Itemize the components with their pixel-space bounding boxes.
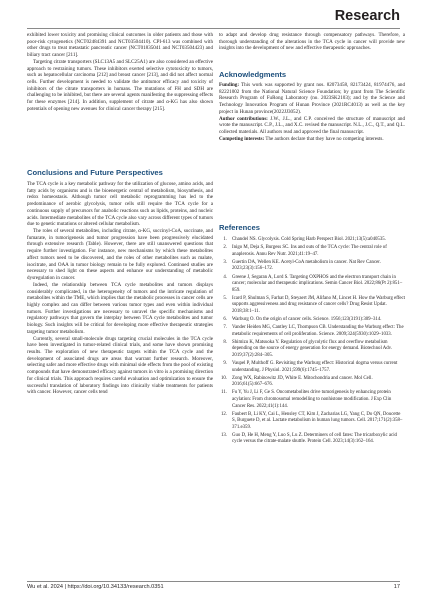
article-citation: Wu et al. 2024 | https://doi.org/10.34133/research.0351 [27, 584, 164, 590]
contributions-label: Author contributions: [219, 115, 268, 122]
reference-item [219, 376, 405, 389]
reference-list [219, 237, 405, 446]
competing-paragraph [219, 136, 405, 143]
reference-item [219, 237, 405, 244]
reference-item [219, 390, 405, 410]
reference-number: 11. [221, 390, 227, 396]
acknowledgments-section [219, 70, 405, 142]
reference-item [219, 260, 405, 273]
journal-title: Research [334, 8, 400, 24]
footer-rule [27, 581, 400, 582]
conclusions-continuation [219, 32, 405, 52]
paragraph: The roles of several metabolites, including citrate, α-KG, succinyl-CoA, succinate, and fumarate, in tumorigenesis and tumor progression have been progressively elucidated through extensive research (Table). However, there are still unanswered questions that require further investigation. For instance, new mechanisms by which these metabolites affect tumors need to be discovered, and the roles of other metabolites such as malate, isocitrate, and OAA in tumor biology remain to be fully explored. Continued studies are necessary to shed light on these aspects and enhance our understanding of metabolic dysregulation in cancer. [27, 228, 213, 282]
reference-number: 9. [223, 361, 227, 367]
reference-text: Guo D, He H, Meng Y, Luo S, Lu Z. Determiners of cell fates: The tricarboxylic acid cycle versus the citrate-malate shuttle. Protein Cell. 2023;14(3):162–164. [232, 432, 397, 445]
funding-label: Funding: [219, 82, 240, 88]
conclusions-section [27, 168, 213, 396]
reference-item [219, 340, 405, 360]
reference-item [219, 245, 405, 258]
reference-number: 7. [223, 325, 227, 331]
section-heading: References [219, 223, 260, 232]
reference-number: 1. [223, 237, 227, 242]
reference-number: 8. [223, 339, 227, 345]
reference-text: Fu Y, Yu J, Li F, Ge S. Oncometabolites drive tumorigenesis by enhancing protein acylation: From chromosomal remodelling to nonhistone modification. J Exp Clin Cancer Res. 2022;41(1):144. [232, 390, 392, 409]
reference-text: Inigo M, Deja S, Burgess SC. Ins and outs of the TCA cycle: The central role of anaplerosis. Annu Rev Nutr. 2021;41:19–47. [232, 245, 387, 257]
reference-number: 10. [220, 375, 227, 381]
reference-item [219, 275, 405, 295]
intro-continuation [27, 32, 213, 113]
reference-text: Shimizu K, Matsuoka Y. Regulation of glycolytic flux and overflow metabolism depending on the source of energy generation for energy demand. Biotechnol Adv. 2019;37(2):284–305. [232, 339, 392, 358]
page-header [0, 0, 427, 32]
reference-item [219, 325, 405, 338]
reference-item [219, 433, 405, 446]
section-heading: Acknowledgments [219, 70, 287, 79]
reference-number: 3. [223, 259, 227, 265]
reference-text: Vaupel P, Multhoff G. Revisiting the Warburg effect: Historical dogma versus current understanding. J Physiol. 2021;599(6):1745–1757. [232, 361, 398, 373]
paragraph: Targeting citrate transporters (SLC13A5 and SLC25A1) are also considered an effective approach to restraining tumors. These inhibitors exerted selective cytotoxicity to tumors, such as hepatocellular carcinoma [212] and breast cancer [213], and did not affect normal cells. Further development is needed to validate the antitumor efficacy and toxicity of inhibitors of the citrate transporters in humans. The mutations of FH and SDH are challenging to be inhibited, but there are several agents manifesting the suppressing effects for these enzymes [214]. In addition, supplement of citrate and α-KG has also shown potentials of opening new avenues for clinical cancer therapy [215]. [27, 58, 213, 112]
page-number: 17 [393, 584, 400, 590]
reference-number: 5. [223, 295, 227, 301]
paragraph: exhibited lower toxicity and promising clinical outcomes in older patients and those with poor-risk cytogenetics (NCT02484391 and NCT03504410). CPI-613 was combined with other drugs to treat metastatic pancreatic cancer (NCT01835041 and NCT03504423) and biliary tract cancer [211]. [27, 32, 213, 59]
reference-number: 4. [223, 274, 227, 280]
reference-item [219, 317, 405, 324]
reference-text: Warburg O. On the origin of cancer cells. Science. 1956;123(3191):309–314. [232, 316, 382, 322]
reference-text: Icard P, Shulman S, Farhat D, Steyaert JM, Alifano M, Lincet H. How the Warburg effect supports aggressiveness and drug resistance of cancer cells? Drug Resist Updat. 2018;38:1–11. [232, 295, 406, 314]
contributions-paragraph [219, 116, 405, 136]
section-heading: Conclusions and Future Perspectives [27, 168, 163, 177]
reference-text: Greene J, Segaran A, Lord S. Targeting OXPHOS and the electron transport chain in cancer; molecular and therapeutic implications. Semin Cancer Biol. 2022;86(Pt 2):851–859. [232, 274, 403, 293]
competing-text: The authors declare that they have no competing interests. [264, 135, 384, 142]
reference-item [219, 361, 405, 374]
reference-number: 6. [223, 316, 227, 322]
paragraph: to adapt and develop drug resistance through compensatory pathways. Therefore, a thorough understanding of the alterations in the TCA cycle in cancer will provide new insights into the development of new and effective therapeutic approaches. [219, 32, 405, 52]
reference-text: Guertin DA, Wellen KE. Acetyl-CoA metabolism in cancer. Nat Rev Cancer. 2023;23(3):156–172. [232, 259, 381, 272]
references-section [219, 223, 405, 448]
funding-paragraph [219, 82, 405, 116]
contributions-text: J.W., J.L., and C.P. conceived the structure of manuscript and wrote the manuscript. C.P., J.L., and X.C. revised the manuscript. N.L., J.C., Q.T., and Q.L. collected materials. All authors read and approved the final manuscript. [219, 115, 405, 136]
funding-text: This work was supported by grant nos. 82073458, 82173424, 81974476, and 82221002 from the National Natural Science Foundation; by grant from The Scientific Research Program of FuRong Laboratory (no. 2023SK2103); and by the Science and Technology Innovation Program of Hunan Province (2021RC4013) as well as the key project in Hunan province(2022JJ3052). [219, 82, 405, 115]
reference-number: 13. [220, 432, 227, 438]
reference-text: Faubert B, Li KY, Cai L, Hensley CT, Kim J, Zacharias LG, Yang C, Do QN, Doucette S, Burguete D, et al. Lactate metabolism in human lung tumors. Cell. 2017;171(2):358–371.e359. [232, 411, 403, 430]
reference-item [219, 296, 405, 316]
paragraph: Currently, several small-molecule drugs targeting crucial molecules in the TCA cycle have been investigated in tumor-related clinical trials, and some have shown promising results. The exploration of new therapeutic targets within the TCA cycle and the development of associated drugs are areas that warrant further research. Moreover, selecting safer and more effective drugs with minimal side effects from the pool of existing compounds that have demonstrated efficacy against tumors in vitro is a promising direction for clinical trials. This approach requires careful evaluation and optimization to ensure the successful translation of laboratory findings into clinically viable treatments for patients with cancer. However, cancer cells tend [27, 335, 213, 396]
paragraph: Indeed, the relationship between TCA cycle metabolites and tumors displays considerably complicated, in the heterogeneity of tumors and the intricate regulation of metabolites within the TME, which implies that the metabolic processes in cancer cells are highly complex and can differ between various tumor types and even within individual tumors. Further investigations are necessary to unravel the specific mechanisms and regulatory pathways that govern the interplay between TCA cycle metabolites and tumor biology. Such insights will be critical for developing more effective therapeutic strategies targeting tumor metabolism. [27, 281, 213, 335]
reference-number: 12. [220, 411, 227, 417]
header-rule [27, 28, 400, 29]
competing-label: Competing interests: [219, 135, 265, 142]
reference-item [219, 412, 405, 432]
reference-number: 2. [223, 245, 227, 251]
reference-text: Zong WX, Rabinowitz JD, White E. Mitochondria and cancer. Mol Cell. 2016;61(5):667–676. [232, 375, 373, 388]
paragraph: The TCA cycle is a key metabolic pathway for the utilization of glucose, amino acids, and fatty acids by organisms and is the bioenergetic central of metabolism, biosynthesis, and redox homeostasis. Although tumor cell metabolic reprogramming has led to the predominance of aerobic glycolysis, tumor cells still require the TCA cycle for a continuous supply of precursors for anabolic reactions such as lipids, proteins, and nucleic acids. Intermediate metabolites of the TCA cycle also vary across different types of tumors due to genetic mutations or altered cellular metabolism. [27, 181, 213, 228]
reference-text: Vander Heiden MG, Cantley LC, Thompson CB. Understanding the Warburg effect: The metabolic requirements of cell proliferation. Science. 2009;324(5930):1029–1033. [232, 325, 404, 337]
page-footer [27, 581, 400, 593]
reference-text: Chandel NS. Glycolysis. Cold Spring Harb Perspect Biol. 2021;13(5):a040535. [232, 237, 386, 242]
